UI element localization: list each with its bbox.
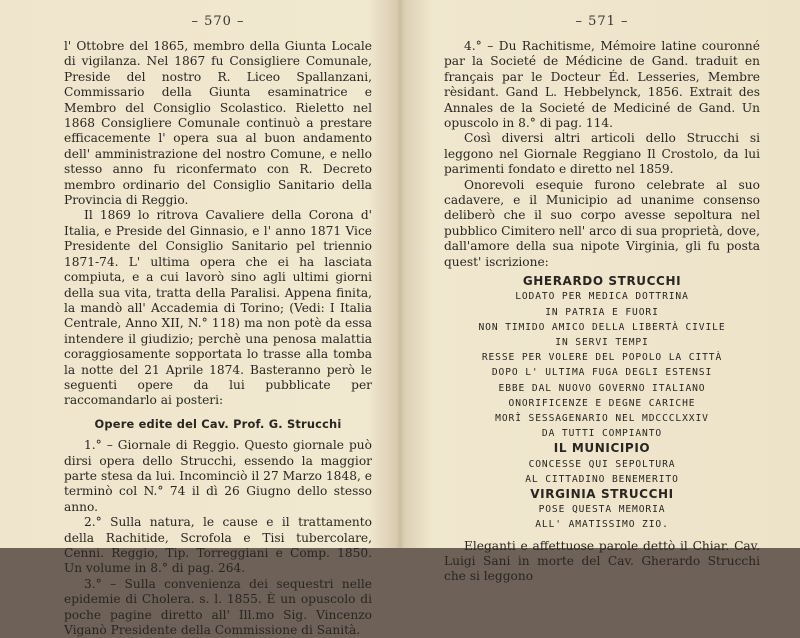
inscription-line: DA TUTTI COMPIANTO xyxy=(541,428,663,440)
paragraph: Il 1869 lo ritrova Cavaliere della Corona d' Italia, e Preside del Ginnasio, e l' anno 1871 Vice Presidente del Consiglio Sanitario pel triennio 1871-74. L' ultima opera che ei ha lasciata compiuta, e a cui lavorò sino agli ultimi giorni della sua vita, tratta della Paralisi. Appena finita, la mandò all' Accademia di Torino; (Vedi: I Italia Centrale, Anno XII, N.° 118) ma non potè da essa intendere il giudizio; perchè una penosa malattia coraggiosamente sopportata lo trasse alla tomba la notte del 21 Aprile 1874. Basteranno però le seguenti opere da lui pubblicate per raccomandarlo ai posteri: xyxy=(64,208,372,408)
inscription-line: EBBE DAL NUOVO GOVERNO ITALIANO xyxy=(498,382,706,394)
inscription-line: CONCESSE QUI SEPOLTURA xyxy=(528,458,676,470)
inscription-line: IL MUNICIPIO xyxy=(553,441,651,456)
inscription-line: DOPO L' ULTIMA FUGA DEGLI ESTENSI xyxy=(491,367,713,379)
page-number: – 571 – xyxy=(575,14,629,29)
inscription-line: ALL' AMATISSIMO ZIO. xyxy=(535,519,669,531)
right-page xyxy=(400,0,800,584)
section-heading: Opere edite del Cav. Prof. G. Strucchi xyxy=(94,416,342,431)
inscription-line: RESSE PER VOLERE DEL POPOLO LA CITTÀ xyxy=(481,352,723,364)
inscription-line: POSE QUESTA MEMORIA xyxy=(538,504,666,516)
page-number: – 570 – xyxy=(191,14,245,29)
paragraph: Onorevoli esequie furono celebrate al suo cadavere, e il Municipio ad unanime consenso deliberò che il suo corpo avesse sepoltura nel pubblico Cimitero nell' arco di sua proprietà, dove, dall'amore della sua nipote Virginia, gli fu posta quest' iscrizione: xyxy=(444,177,760,269)
inscription-line: ONORIFICENZE E DEGNE CARICHE xyxy=(508,397,696,409)
list-item: 3.° – Sulla convenienza dei sequestri nelle epidemie di Cholera. s. l. 1855. È un opuscolo di poche pagine diretto all' Ill.mo Sig. Vincenzo Viganò Presidente della Commissione di Sanità. xyxy=(64,576,372,638)
inscription-line: MORÌ SESSAGENARIO NEL MDCCCLXXIV xyxy=(495,412,709,424)
inscription-line: IN SERVI TEMPI xyxy=(555,336,649,348)
paragraph: Così diversi altri articoli dello Strucchi si leggono nel Giornale Reggiano Il Crostolo, da lui parimenti fondato e diretto nel 1859. xyxy=(444,131,760,177)
inscription-line: IN PATRIA E FUORI xyxy=(545,306,659,318)
paragraph: l' Ottobre del 1865, membro della Giunta Locale di vigilanza. Nel 1867 fu Consigliere Comunale, Preside del nostro R. Liceo Spallanzani, Commissario della Giunta esaminatrice e Membro del Consiglio Scolastico. Rieletto nel 1868 Consigliere Comunale continuò a prestare efficacemente l' opera sua al buon andamento dell' amministrazione del nostro Comune, e nello stesso anno fu riconfermato con R. Decreto membro ordinario del Consiglio Sanitario della Provincia di Reggio. xyxy=(64,39,372,208)
right-text xyxy=(444,39,760,585)
left-text xyxy=(64,39,372,638)
inscription-line: NON TIMIDO AMICO DELLA LIBERTÀ CIVILE xyxy=(478,321,726,333)
list-item: 4.° – Du Rachitisme, Mémoire latine couronné par la Societé de Médicine de Gand. traduit en français par le Docteur Éd. Lesseries, Membre rèsidant. Gand L. Hebbelynck, 1856. Extrait des Annales de la Societé de Mediciné de Gand. Un opuscolo in 8.° di pag. 114. xyxy=(444,39,760,131)
paragraph: Eleganti e affettuose parole dettò il Chiar. Cav. Luigi Sani in morte del Cav. Gherardo Strucchi che si leggono xyxy=(444,538,760,584)
inscription-line: GHERARDO STRUCCHI xyxy=(522,274,682,289)
list-item: 2.° Sulla natura, le cause e il trattamento della Rachitide, Scrofola e Tisi tubercolare, Cenni. Reggio, Tip. Torreggiani e Comp. 1850. Un volume in 8.° di pag. 264. xyxy=(64,515,372,576)
inscription-line: VIRGINIA STRUCCHI xyxy=(530,486,674,501)
epitaph-inscription xyxy=(444,274,760,532)
list-item: 1.° – Giornale di Reggio. Questo giornale può dirsi opera dello Strucchi, essendo la maggior parte stesa da lui. Incominciò il 27 Marzo 1848, e terminò col N.° 74 il dì 26 Giugno dello stesso anno. xyxy=(64,438,372,514)
inscription-line: AL CITTADINO BENEMERITO xyxy=(525,473,679,485)
inscription-line: LODATO PER MEDICA DOTTRINA xyxy=(515,291,689,303)
